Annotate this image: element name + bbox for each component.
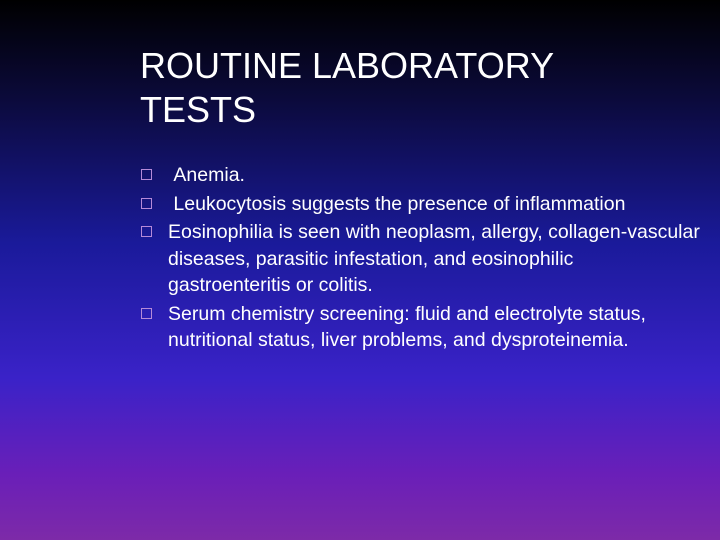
bullet-text: Eosinophilia is seen with neoplasm, allergy, collagen-vascular diseases, parasitic infestation, and eosinophilic gastroenteritis or colitis. bbox=[168, 221, 700, 296]
bullet-item bbox=[140, 191, 700, 218]
bullet-list bbox=[140, 162, 700, 356]
hollow-square-icon bbox=[141, 308, 152, 319]
hollow-square-icon bbox=[141, 169, 152, 180]
hollow-square-icon bbox=[141, 226, 152, 237]
bullet-text: Serum chemistry screening: fluid and electrolyte status, nutritional status, liver problems, and dysproteinemia. bbox=[168, 302, 646, 351]
hollow-square-icon bbox=[141, 198, 152, 209]
slide-title: ROUTINE LABORATORY TESTS bbox=[140, 45, 554, 130]
bullet-text: Leukocytosis suggests the presence of inflammation bbox=[168, 192, 626, 215]
bullet-text: Anemia. bbox=[168, 164, 245, 186]
bullet-item bbox=[140, 162, 700, 189]
bullet-item bbox=[140, 219, 700, 299]
bullet-item bbox=[140, 301, 700, 354]
